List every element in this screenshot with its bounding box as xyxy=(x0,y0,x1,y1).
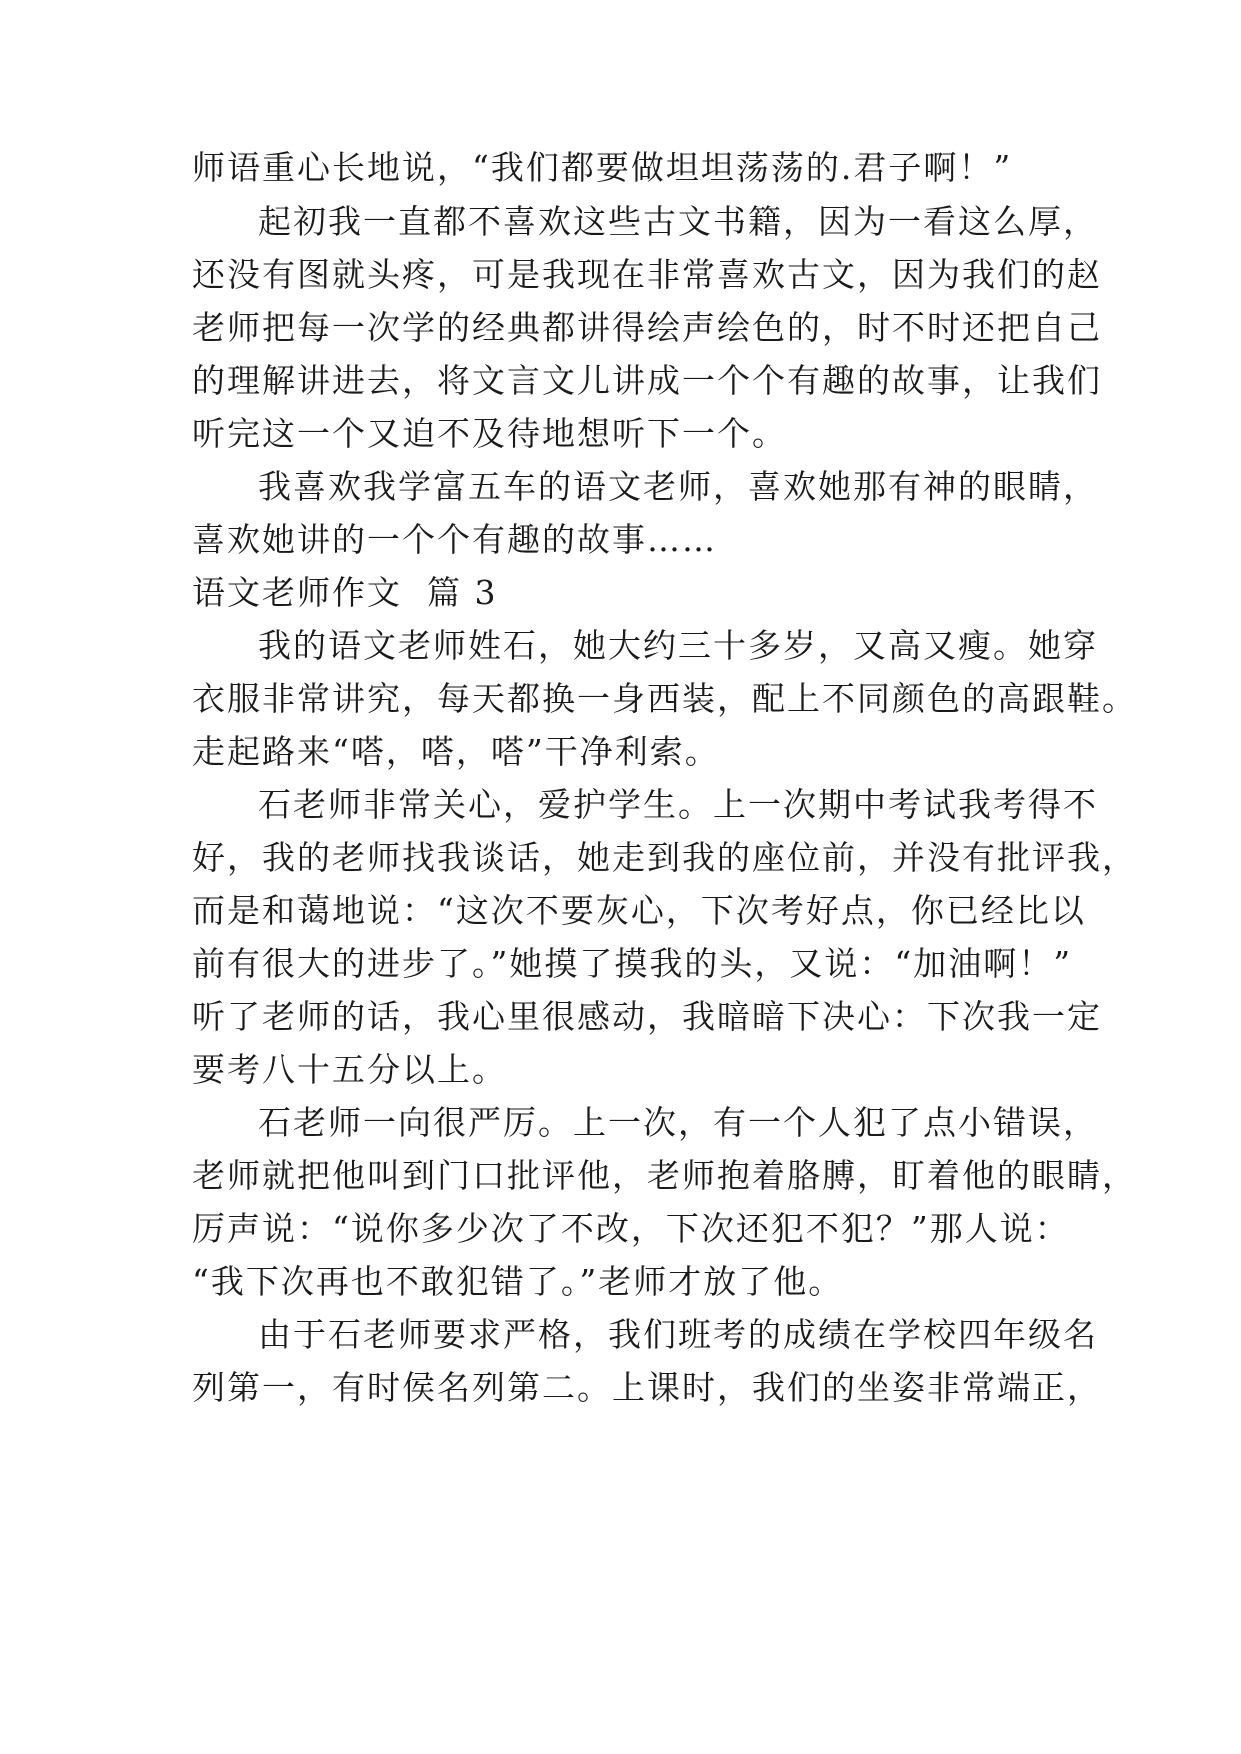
text-line: 我喜欢我学富五车的语文老师，喜欢她那有神的眼睛， xyxy=(258,467,1098,506)
text-line: 前有很大的进步了。”她摸了摸我的头，又说：“加油啊！” xyxy=(192,944,1073,983)
text-line: 衣服非常讲究，每天都换一身西装，配上不同颜色的高跟鞋。 xyxy=(192,679,1137,718)
text-line: 石老师一向很严厉。上一次，有一个人犯了点小错误， xyxy=(258,1103,1098,1142)
text-line: 厉声说：“说你多少次了不改，下次还犯不犯？”那人说： xyxy=(192,1209,1070,1248)
text-line: 听了老师的话，我心里很感动，我暗暗下决心：下次我一定 xyxy=(192,997,1102,1036)
text-line: 我的语文老师姓石，她大约三十多岁，又高又瘦。她穿 xyxy=(258,626,1098,665)
text-line: 走起路来“嗒，嗒，嗒”干净利索。 xyxy=(192,732,720,771)
text-line: 好，我的老师找我谈话，她走到我的座位前，并没有批评我， xyxy=(192,838,1137,877)
text-line: 列第一，有时侯名列第二。上课时，我们的坐姿非常端正， xyxy=(192,1368,1102,1407)
text-line: 而是和蔼地说：“这次不要灰心，下次考好点，你已经比以 xyxy=(192,891,1086,930)
text-line: 的理解讲进去，将文言文儿讲成一个个有趣的故事，让我们 xyxy=(192,361,1102,400)
text-line: 要考八十五分以上。 xyxy=(192,1050,507,1089)
text-line: 老师把每一次学的经典都讲得绘声绘色的，时不时还把自己 xyxy=(192,308,1102,347)
text-line: 石老师非常关心，爱护学生。上一次期中考试我考得不 xyxy=(258,785,1098,824)
document-page xyxy=(192,0,1137,1754)
text-line: 老师就把他叫到门口批评他，老师抱着胳膊，盯着他的眼睛， xyxy=(192,1156,1137,1195)
text-line: 由于石老师要求严格，我们班考的成绩在学校四年级名 xyxy=(258,1315,1098,1354)
text-line: “我下次再也不敢犯错了。”老师才放了他。 xyxy=(192,1262,844,1301)
section-heading: 语文老师作文 篇 3 xyxy=(192,573,498,612)
text-line: 喜欢她讲的一个个有趣的故事…… xyxy=(192,520,717,559)
text-line: 师语重心长地说，“我们都要做坦坦荡荡的.君子啊！” xyxy=(192,148,1013,187)
text-line: 还没有图就头疼，可是我现在非常喜欢古文，因为我们的赵 xyxy=(192,255,1102,294)
text-line: 听完这一个又迫不及待地想听下一个。 xyxy=(192,414,787,453)
text-line: 起初我一直都不喜欢这些古文书籍，因为一看这么厚， xyxy=(258,202,1098,241)
